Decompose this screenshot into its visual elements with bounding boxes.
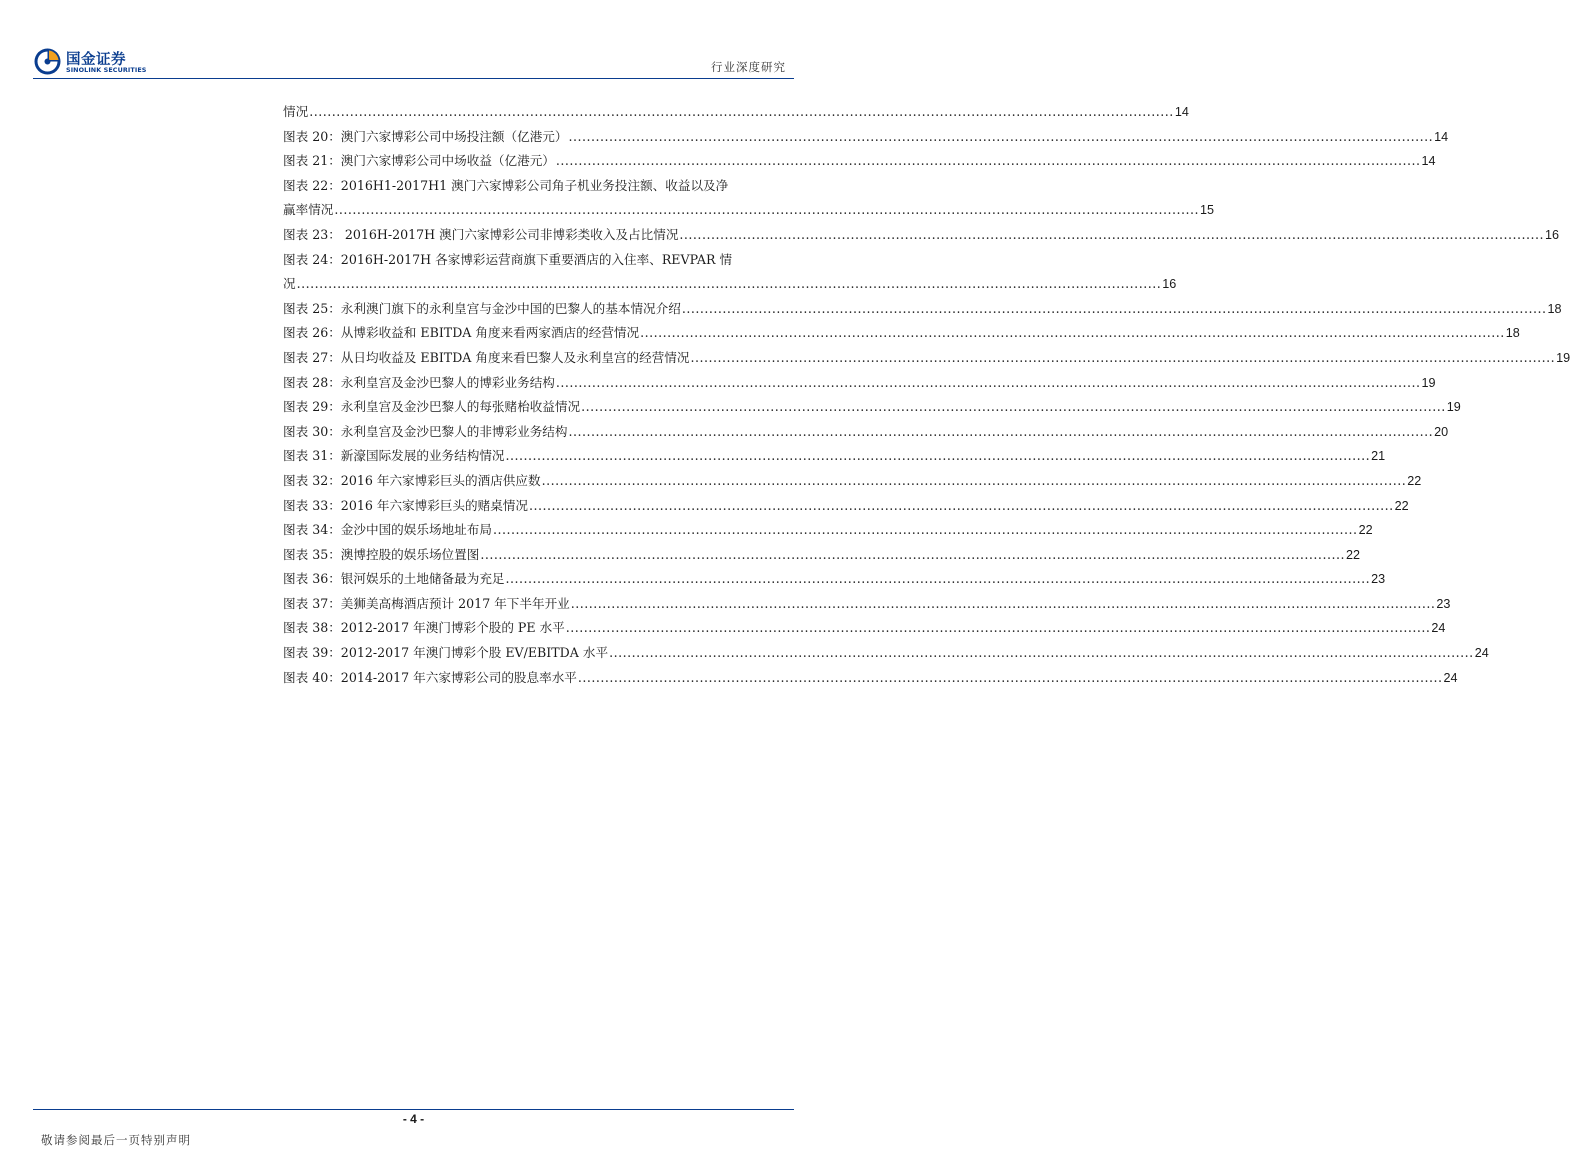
toc-entry-line (283, 321, 1520, 346)
toc-leader-dots (297, 272, 1162, 297)
toc-leader-dots (691, 346, 1556, 371)
toc-entry-title: 况 (283, 276, 296, 292)
toc-entry-title: 图表 32：2016 年六家博彩巨头的酒店供应数 (283, 472, 541, 488)
toc-entry-line (283, 420, 1449, 445)
toc-page-number: 23 (1436, 596, 1451, 611)
toc-entry[interactable] (283, 371, 1436, 396)
toc-entry[interactable] (283, 100, 1189, 125)
page-header (0, 0, 827, 80)
toc-page-number: 14 (1174, 105, 1189, 119)
toc-entry-title: 图表 34：金沙中国的娱乐场地址布局 (283, 522, 492, 538)
toc-leader-dots (682, 297, 1547, 322)
toc-entry-title: 图表 30：永利皇宫及金沙巴黎人的非博彩业务结构 (283, 423, 568, 439)
toc-leader-dots (569, 125, 1434, 150)
table-of-figures (283, 100, 1570, 690)
toc-entry-line (283, 543, 1360, 568)
toc-entry-line (283, 297, 1562, 322)
header-divider (33, 78, 794, 79)
toc-leader-dots (529, 494, 1394, 519)
toc-page-number: 15 (1200, 203, 1215, 218)
toc-leader-dots (571, 592, 1436, 617)
toc-page-number: 14 (1434, 129, 1449, 144)
toc-entry-title: 图表 23： 2016H-2017H 澳门六家博彩公司非博彩类收入及占比情况 (283, 226, 679, 242)
toc-entry[interactable] (283, 125, 1449, 150)
toc-page-number: 18 (1505, 326, 1520, 341)
toc-entry-title: 图表 39：2012-2017 年澳门博彩个股 EV/EBITDA 水平 (283, 645, 609, 661)
toc-leader-dots (640, 321, 1505, 346)
toc-entry-line (283, 346, 1570, 371)
toc-entry-title: 赢率情况 (283, 202, 334, 218)
toc-entry[interactable] (283, 248, 1177, 297)
toc-entry-line (283, 494, 1409, 519)
toc-entry-title: 图表 26：从博彩收益和 EBITDA 角度来看两家酒店的经营情况 (283, 325, 640, 341)
logo-chinese-name: 国金证券 (66, 52, 126, 68)
company-logo (33, 47, 163, 79)
toc-leader-dots (493, 518, 1358, 543)
toc-entry[interactable] (283, 346, 1570, 371)
toc-entry-title: 图表 37：美狮美高梅酒店预计 2017 年下半年开业 (283, 595, 570, 611)
toc-page-number: 14 (1421, 154, 1436, 169)
toc-entry-line (283, 616, 1446, 641)
toc-entry-title: 图表 28：永利皇宫及金沙巴黎人的博彩业务结构 (283, 374, 555, 390)
footer-divider (33, 1109, 794, 1110)
toc-entry-line (283, 444, 1386, 469)
toc-entry[interactable] (283, 469, 1422, 494)
toc-entry[interactable] (283, 297, 1562, 322)
toc-entry-title: 图表 33：2016 年六家博彩巨头的赌桌情况 (283, 497, 528, 513)
toc-leader-dots (569, 420, 1434, 445)
toc-leader-dots (542, 469, 1407, 494)
toc-page-number: 19 (1446, 400, 1461, 415)
toc-entry-title: 情况 (283, 104, 309, 119)
toc-page-number: 22 (1407, 473, 1422, 488)
toc-leader-dots (506, 567, 1371, 592)
toc-entry[interactable] (283, 592, 1451, 617)
toc-leader-dots (566, 616, 1431, 641)
logo-english-name: SINOLINK SECURITIES (66, 66, 147, 74)
toc-page-number: 24 (1474, 646, 1489, 661)
toc-entry[interactable] (283, 494, 1409, 519)
toc-entry[interactable] (283, 321, 1520, 346)
toc-entry[interactable] (283, 518, 1373, 543)
toc-leader-dots (679, 223, 1544, 248)
toc-page-number: 24 (1443, 670, 1458, 685)
toc-entry[interactable] (283, 543, 1360, 568)
toc-page-number: 22 (1358, 523, 1373, 538)
toc-entry-line (283, 395, 1461, 420)
toc-leader-dots (556, 149, 1421, 174)
toc-entry-title: 图表 36：银河娱乐的土地储备最为充足 (283, 571, 505, 587)
toc-page-number: 16 (1545, 227, 1560, 242)
toc-page-number: 16 (1162, 277, 1177, 292)
toc-entry-title: 图表 40：2014-2017 年六家博彩公司的股息率水平 (283, 669, 577, 685)
disclaimer-note: 敬请参阅最后一页特别声明 (41, 1133, 191, 1147)
toc-page-number: 24 (1431, 621, 1446, 636)
toc-entry-title: 图表 38：2012-2017 年澳门博彩个股的 PE 水平 (283, 620, 565, 636)
toc-leader-dots (609, 641, 1474, 666)
toc-leader-dots (581, 395, 1446, 420)
toc-page-number: 19 (1556, 350, 1570, 365)
toc-entry-line (283, 592, 1451, 617)
toc-page-number: 20 (1434, 424, 1449, 439)
toc-leader-dots (556, 371, 1421, 396)
toc-page-number: 22 (1394, 498, 1409, 513)
toc-entry-title: 图表 27：从日均收益及 EBITDA 角度来看巴黎人及永利皇宫的经营情况 (283, 349, 690, 365)
toc-leader-dots (334, 198, 1199, 223)
sinolink-logo-icon (33, 47, 62, 76)
toc-entry-line (283, 641, 1489, 666)
toc-entry[interactable] (283, 420, 1449, 445)
toc-page-number: 19 (1421, 375, 1436, 390)
toc-entry-line (283, 469, 1422, 494)
report-type: 行业深度研究 (711, 60, 786, 74)
toc-leader-dots (480, 543, 1345, 568)
toc-entry-line (283, 518, 1373, 543)
toc-entry-title: 图表 29：永利皇宫及金沙巴黎人的每张赌枱收益情况 (283, 399, 581, 415)
toc-entry[interactable] (283, 567, 1386, 592)
toc-entry-title: 图表 35：澳博控股的娱乐场位置图 (283, 546, 480, 562)
toc-entry[interactable] (283, 616, 1446, 641)
toc-page-number: 22 (1345, 547, 1360, 562)
toc-entry-line (283, 125, 1449, 150)
toc-entry-line (283, 100, 1189, 125)
toc-page-number: 23 (1371, 572, 1386, 587)
toc-entry-line (283, 223, 1560, 248)
toc-entry[interactable] (283, 149, 1436, 174)
toc-entry-title-line: 图表 22：2016H1-2017H1 澳门六家博彩公司角子机业务投注额、收益以及净 (283, 177, 729, 193)
toc-entry-title: 图表 21：澳门六家博彩公司中场收益（亿港元） (283, 153, 555, 169)
toc-entry[interactable] (283, 395, 1461, 420)
toc-entry[interactable] (283, 223, 1560, 248)
toc-entry-title-line: 图表 24：2016H-2017H 各家博彩运营商旗下重要酒店的入住率、REVPAR 情 (283, 251, 733, 267)
toc-entry-line (283, 149, 1436, 174)
toc-entry[interactable] (283, 666, 1458, 691)
toc-leader-dots (309, 100, 1174, 125)
toc-leader-dots (506, 444, 1371, 469)
toc-leader-dots (578, 666, 1443, 691)
toc-entry[interactable] (283, 641, 1489, 666)
toc-entry-title: 图表 20：澳门六家博彩公司中场投注额（亿港元） (283, 128, 568, 144)
toc-entry[interactable] (283, 174, 1215, 223)
toc-entry[interactable] (283, 444, 1386, 469)
toc-entry-title: 图表 25：永利澳门旗下的永利皇宫与金沙中国的巴黎人的基本情况介绍 (283, 300, 681, 316)
toc-entry-line (283, 371, 1436, 396)
page-number: - 4 - (402, 1112, 425, 1126)
toc-entry-line (283, 198, 1215, 223)
toc-page-number: 18 (1547, 301, 1562, 316)
toc-entry-title: 图表 31：新濠国际发展的业务结构情况 (283, 448, 505, 464)
toc-entry-line (283, 567, 1386, 592)
toc-page-number: 21 (1371, 449, 1386, 464)
toc-entry-line (283, 272, 1177, 297)
toc-entry-line (283, 666, 1458, 691)
